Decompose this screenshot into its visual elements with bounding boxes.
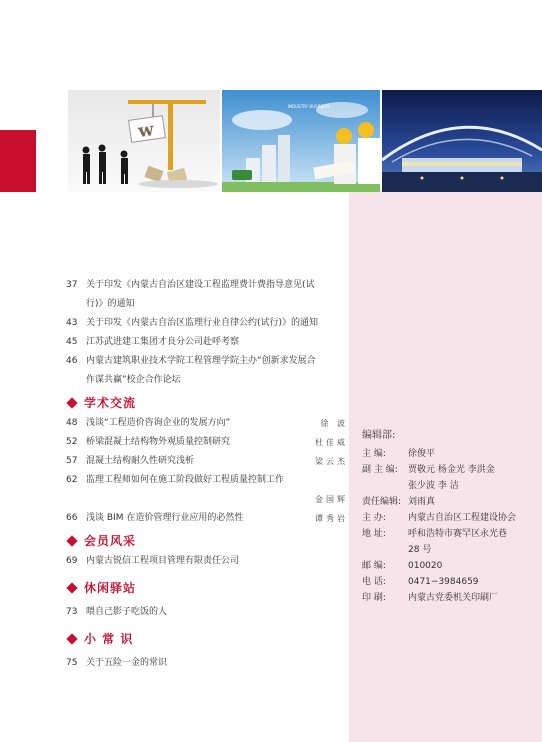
editorial-key: 电 话: — [362, 577, 386, 587]
editorial-row — [362, 542, 540, 558]
toc-title: 关于五险一金的常识 — [86, 658, 168, 668]
editorial-value: 呼和浩特市赛罕区永光巷 — [408, 529, 508, 539]
toc-entry[interactable] — [66, 314, 348, 333]
editorial-row — [362, 590, 540, 606]
editorial-heading: 编辑部: — [362, 430, 396, 441]
section-heading-academic — [66, 392, 348, 414]
toc-title: 浅谈“工程造价咨询企业的发展方向” — [86, 418, 231, 428]
toc-entry[interactable] — [66, 414, 348, 433]
toc-page-number: 52 — [66, 437, 78, 447]
toc-title: 监理工程师如何在施工阶段做好工程质量控制工作 — [86, 475, 285, 485]
editorial-value: 张少波 李 洁 — [408, 481, 459, 491]
editorial-row — [362, 574, 540, 590]
toc-entry[interactable] — [66, 352, 348, 390]
toc-page-number: 75 — [66, 658, 78, 668]
editorial-board — [362, 428, 540, 606]
toc-page-number: 57 — [66, 456, 78, 466]
toc-entry[interactable] — [66, 552, 348, 571]
editorial-key: 主 办: — [362, 513, 386, 523]
toc-title: 喂自己影子吃饭的人 — [86, 607, 168, 617]
toc-author: 谭秀岩 — [315, 514, 348, 523]
toc-author: 徐 波 — [320, 419, 348, 428]
toc-page-number: 66 — [66, 513, 78, 523]
toc-page-number: 37 — [66, 280, 78, 290]
photo-caption: INDUSTRY BUSINESS — [288, 104, 330, 109]
toc-title: 桥梁混凝土结构物外观质量控制研究 — [86, 437, 231, 447]
toc-page-number: 46 — [66, 356, 78, 366]
editorial-value: 徐俊平 — [408, 449, 436, 459]
toc-page-number: 43 — [66, 318, 78, 328]
banner-photo-stadium — [382, 90, 542, 192]
toc-entry[interactable] — [66, 276, 348, 314]
toc-title: 关于印发《内蒙古自治区建设工程监理费计费指导意见(试 行)》的通知 — [86, 280, 315, 309]
editorial-value: 0471−3984659 — [408, 577, 479, 587]
diamond-icon — [66, 535, 77, 546]
editorial-key: 责任编辑: — [362, 497, 402, 507]
toc-page-number: 73 — [66, 607, 78, 617]
section-heading-members — [66, 530, 348, 552]
toc-page-number: 45 — [66, 337, 78, 347]
diamond-icon — [66, 582, 77, 593]
editorial-row — [362, 510, 540, 526]
editorial-value: 010020 — [408, 561, 443, 571]
toc-entry[interactable] — [66, 603, 348, 622]
section-label: 小 常 识 — [84, 631, 134, 646]
toc-author: 杜佳威 — [315, 438, 348, 447]
editorial-key: 印 刷: — [362, 593, 386, 603]
editorial-value: 刘雨真 — [408, 497, 436, 507]
editorial-row — [362, 526, 540, 542]
editorial-key: 邮 编: — [362, 561, 386, 571]
editorial-key: 副 主 编: — [362, 465, 398, 475]
toc-title: 江苏武进建工集团才良分公司赴呼考察 — [86, 337, 240, 347]
toc-entry[interactable] — [66, 333, 348, 352]
editorial-key: 地 址: — [362, 529, 386, 539]
toc-title: 浅谈 BIM 在造价管理行业应用的必然性 — [86, 513, 244, 523]
editorial-row — [362, 558, 540, 574]
toc-title: 内蒙古锐信工程项目管理有限责任公司 — [86, 556, 240, 566]
toc-entry[interactable] — [66, 509, 348, 528]
editorial-key — [362, 542, 408, 558]
toc-page-number: 69 — [66, 556, 78, 566]
toc-entry[interactable] — [66, 452, 348, 471]
toc-entry[interactable] — [66, 471, 348, 509]
diamond-icon — [66, 633, 77, 644]
editorial-row — [362, 446, 540, 462]
toc-title: 内蒙古建筑职业技术学院工程管理学院主办“创新求发展合 作谋共赢”校企合作论坛 — [86, 356, 316, 385]
svg-text:w: w — [136, 119, 156, 143]
section-label: 休闲驿站 — [84, 580, 137, 595]
table-of-contents — [66, 276, 348, 673]
toc-author: 梁云杰 — [315, 457, 348, 466]
editorial-row — [362, 478, 540, 494]
banner-photo-crane — [68, 90, 220, 192]
editorial-row — [362, 494, 540, 510]
editorial-value: 内蒙古党委机关印刷厂 — [408, 593, 499, 603]
toc-entry[interactable] — [66, 433, 348, 452]
toc-title: 关于印发《内蒙古自治区监理行业自律公约(试行)》的通知 — [86, 318, 319, 328]
editorial-key: 主 编: — [362, 449, 386, 459]
section-heading-leisure — [66, 577, 348, 599]
toc-entry[interactable] — [66, 654, 348, 673]
editorial-key — [362, 478, 408, 494]
toc-author: 金国辉 — [315, 495, 348, 504]
accent-block — [0, 130, 36, 192]
editorial-value: 贾敬元 杨金光 李洪金 — [408, 465, 495, 475]
diamond-icon — [66, 397, 77, 408]
editorial-value: 内蒙古自治区工程建设协会 — [408, 513, 517, 523]
toc-page-number: 62 — [66, 475, 78, 485]
banner-photo-engineers — [222, 90, 380, 192]
section-heading-common — [66, 628, 348, 650]
toc-title: 混凝土结构耐久性研究浅析 — [86, 456, 195, 466]
toc-page-number: 48 — [66, 418, 78, 428]
section-label: 会员风采 — [84, 533, 137, 548]
section-label: 学术交流 — [84, 395, 137, 410]
editorial-value: 28 号 — [408, 545, 432, 555]
editorial-row — [362, 462, 540, 478]
